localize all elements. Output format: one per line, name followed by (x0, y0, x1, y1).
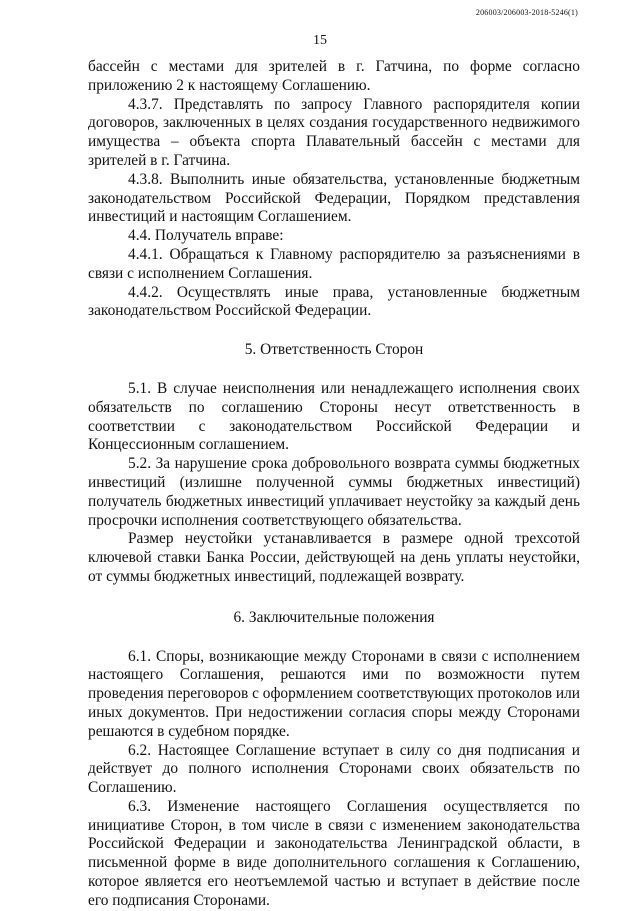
page-number: 15 (313, 33, 327, 48)
paragraph: 6.3. Изменение настоящего Соглашения осуществляется по инициативе Сторон, в том числе в связи с изменением законодательства Российской Федерации и законодательства Ленинградской области, в письменной форме в виде дополнительного соглашения к Соглашению, которое является его неотъемлемой частью и вступает в действие после его подписания Сторонами. (88, 797, 580, 909)
paragraph: 6.1. Споры, возникающие между Сторонами в связи с исполнением настоящего Соглашения, решаются ими по возможности путем проведения переговоров с оформлением соответствующих протоколов или иных документов. При недостижении согласия споры между Сторонами решаются в судебном порядке. (88, 647, 580, 740)
paragraph: 4.4.1. Обращаться к Главному распорядителю за разъяснениями в связи с исполнением Соглашения. (88, 245, 580, 282)
paragraph: Размер неустойки устанавливается в размере одной трехсотой ключевой ставки Банка России, действующей на день уплаты неустойки, от суммы бюджетных инвестиций, подлежащей возврату. (88, 530, 580, 585)
section-5-heading: 5. Ответственность Сторон (244, 341, 424, 359)
document-body (88, 58, 580, 911)
paragraph: 4.3.7. Представлять по запросу Главного распорядителя копии договоров, заключенных в целях создания государственного недвижимого имущества – объекта спорта Плавательный бассейн с местами для зрителей в г. Гатчина. (88, 95, 580, 169)
paragraph: бассейн с местами для зрителей в г. Гатчина, по форме согласно приложению 2 к настоящему Соглашению. (88, 58, 580, 94)
document-id: 206003/206003-2018-5246(1) (475, 8, 578, 17)
paragraph: 5.2. За нарушение срока добровольного возврата суммы бюджетных инвестиций (излишне полученной суммы бюджетных инвестиций) получатель бюджетных инвестиций уплачивает неустойку за каждый день просрочки исполнения соответствующего обязательства. (88, 455, 580, 529)
paragraph: 4.4. Получатель вправе: (128, 227, 284, 245)
section-6-heading: 6. Заключительные положения (233, 608, 435, 626)
paragraph: 4.4.2. Осуществлять иные права, установленные бюджетным законодательством Российской Федерации. (88, 283, 580, 320)
paragraph: 4.3.8. Выполнить иные обязательства, установленные бюджетным законодательством Российской Федерации, Порядком представления инвестиций и настоящим Соглашением. (88, 170, 580, 226)
paragraph: 6.2. Настоящее Соглашение вступает в силу со дня подписания и действует до полного исполнения Сторонами своих обязательств по Соглашению. (88, 741, 580, 797)
paragraph: 5.1. В случае неисполнения или ненадлежащего исполнения своих обязательств по соглашению Стороны несут ответственность в соответствии с законодательством Российской Федерации и Концессионным соглашением. (88, 379, 580, 454)
